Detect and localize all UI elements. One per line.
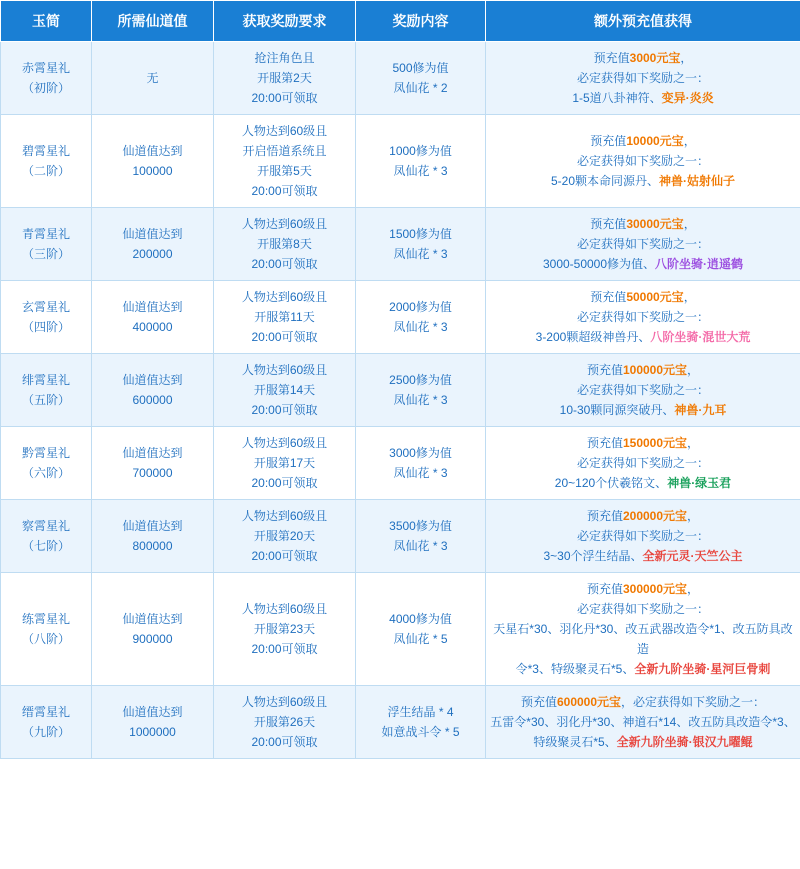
cell-required-value bbox=[92, 281, 214, 354]
requirement-line: 20:00可领取 bbox=[251, 476, 318, 490]
reward-line: 1500修为值 bbox=[389, 227, 452, 241]
cell-reward-content bbox=[356, 42, 486, 115]
cell-extra-recharge bbox=[486, 354, 800, 427]
table-header-row bbox=[1, 1, 800, 42]
required-value-line: 仙道值达到 bbox=[122, 519, 183, 533]
recharge-subtitle: 必定获得如下奖励之一： bbox=[576, 237, 709, 251]
requirement-line: 开启悟道系统且 bbox=[242, 144, 327, 158]
column-header-requirements: 获取奖励要求 bbox=[214, 1, 356, 42]
cell-extra-recharge bbox=[486, 427, 800, 500]
cell-requirements bbox=[214, 500, 356, 573]
recharge-prefix: 预充值 bbox=[590, 290, 627, 304]
recharge-amount: 200000元宝 bbox=[622, 509, 688, 523]
table-row bbox=[1, 500, 800, 573]
cell-requirements bbox=[214, 354, 356, 427]
jade-name-tier: （九阶） bbox=[21, 725, 70, 739]
column-header-extra-recharge: 额外预充值获得 bbox=[486, 1, 800, 42]
requirement-line: 开服第20天 bbox=[253, 529, 316, 543]
requirement-line: 人物达到60级且 bbox=[241, 290, 328, 304]
cell-extra-recharge bbox=[486, 281, 800, 354]
recharge-prefix: 预充值 bbox=[586, 582, 623, 596]
recharge-detail-line bbox=[490, 619, 796, 659]
requirement-line: 人物达到60级且 bbox=[241, 217, 328, 231]
recharge-headline bbox=[490, 433, 796, 453]
recharge-headline bbox=[490, 692, 796, 712]
column-header-required-value: 所需仙道值 bbox=[92, 1, 214, 42]
recharge-subtitle: 必定获得如下奖励之一： bbox=[576, 529, 709, 543]
requirement-line: 开服第23天 bbox=[253, 622, 316, 636]
table-row bbox=[1, 573, 800, 686]
jade-name-main: 赤霄星礼 bbox=[21, 61, 70, 75]
cell-requirements bbox=[214, 281, 356, 354]
recharge-headline bbox=[490, 214, 796, 234]
recharge-suffix: ， bbox=[687, 436, 700, 450]
requirement-line: 开服第17天 bbox=[253, 456, 316, 470]
requirement-line: 20:00可领取 bbox=[251, 184, 318, 198]
jade-name-tier: （八阶） bbox=[21, 632, 70, 646]
recharge-detail-highlight: 全新九阶坐骑·星河巨骨刺 bbox=[634, 662, 771, 676]
recharge-detail-plain: 10-30颗同源突破丹、 bbox=[559, 403, 675, 417]
required-value-line: 100000 bbox=[132, 164, 173, 178]
requirement-line: 开服第2天 bbox=[257, 71, 312, 85]
recharge-headline bbox=[490, 360, 796, 380]
recharge-amount: 50000元宝 bbox=[626, 290, 684, 304]
table-row bbox=[1, 354, 800, 427]
cell-jade-name bbox=[1, 354, 92, 427]
jade-name-tier: （六阶） bbox=[21, 466, 70, 480]
table-row bbox=[1, 686, 800, 759]
cell-requirements bbox=[214, 573, 356, 686]
required-value-line: 仙道值达到 bbox=[122, 705, 183, 719]
cell-reward-content bbox=[356, 500, 486, 573]
table-row bbox=[1, 281, 800, 354]
jade-name-tier: （初阶） bbox=[21, 81, 70, 95]
reward-line: 如意战斗令 * 5 bbox=[381, 725, 460, 739]
cell-required-value bbox=[92, 573, 214, 686]
reward-line: 凤仙花 * 3 bbox=[393, 164, 448, 178]
recharge-headline bbox=[490, 579, 796, 599]
recharge-detail-line bbox=[490, 732, 796, 752]
required-value-line: 无 bbox=[146, 71, 159, 85]
requirement-line: 人物达到60级且 bbox=[241, 436, 328, 450]
recharge-detail-line bbox=[490, 473, 796, 493]
column-header-reward-content: 奖励内容 bbox=[356, 1, 486, 42]
cell-jade-name bbox=[1, 281, 92, 354]
recharge-amount: 600000元宝 bbox=[556, 695, 622, 709]
requirement-line: 20:00可领取 bbox=[251, 257, 318, 271]
recharge-detail-plain: 3~30个浮生结晶、 bbox=[543, 549, 643, 563]
requirement-line: 开服第11天 bbox=[254, 310, 315, 324]
recharge-suffix: ， bbox=[687, 582, 700, 596]
cell-jade-name bbox=[1, 115, 92, 208]
recharge-detail-highlight: 全新九阶坐骑·银汉九曜鲲 bbox=[616, 735, 753, 749]
recharge-detail-line bbox=[490, 546, 796, 566]
recharge-suffix: ， bbox=[683, 134, 696, 148]
cell-extra-recharge bbox=[486, 686, 800, 759]
cell-extra-recharge bbox=[486, 115, 800, 208]
cell-reward-content bbox=[356, 115, 486, 208]
requirement-line: 20:00可领取 bbox=[251, 403, 318, 417]
recharge-detail-plain: 令*3、特级聚灵石*5、 bbox=[515, 662, 635, 676]
jade-name-main: 青霄星礼 bbox=[21, 227, 70, 241]
recharge-detail-plain: 1-5道八卦神符、 bbox=[572, 91, 662, 105]
recharge-detail-plain: 3-200颗超级神兽丹、 bbox=[535, 330, 651, 344]
cell-reward-content bbox=[356, 573, 486, 686]
jade-name-tier: （五阶） bbox=[21, 393, 70, 407]
jade-name-main: 碧霄星礼 bbox=[21, 144, 70, 158]
recharge-headline bbox=[490, 506, 796, 526]
required-value-line: 仙道值达到 bbox=[122, 373, 183, 387]
recharge-detail-line bbox=[490, 171, 796, 191]
recharge-subtitle: 必定获得如下奖励之一： bbox=[576, 154, 709, 168]
requirement-line: 开服第5天 bbox=[257, 164, 312, 178]
recharge-subtitle: 必定获得如下奖励之一： bbox=[576, 71, 709, 85]
cell-jade-name bbox=[1, 686, 92, 759]
required-value-line: 1000000 bbox=[129, 725, 176, 739]
cell-required-value bbox=[92, 208, 214, 281]
cell-extra-recharge bbox=[486, 208, 800, 281]
cell-jade-name bbox=[1, 208, 92, 281]
cell-reward-content bbox=[356, 208, 486, 281]
required-value-line: 仙道值达到 bbox=[122, 300, 183, 314]
jade-name-main: 缙霄星礼 bbox=[21, 705, 70, 719]
recharge-suffix: ， bbox=[683, 217, 696, 231]
recharge-suffix: ， bbox=[687, 509, 700, 523]
jade-name-main: 黔霄星礼 bbox=[21, 446, 70, 460]
recharge-suffix: ， bbox=[683, 290, 696, 304]
required-value-line: 400000 bbox=[132, 320, 173, 334]
reward-line: 浮生结晶 * 4 bbox=[387, 705, 454, 719]
required-value-line: 200000 bbox=[132, 247, 173, 261]
jade-name-main: 察霄星礼 bbox=[21, 519, 70, 533]
recharge-detail-highlight: 神兽·绿玉君 bbox=[667, 476, 732, 490]
required-value-line: 600000 bbox=[132, 393, 173, 407]
recharge-amount: 10000元宝 bbox=[626, 134, 684, 148]
cell-requirements bbox=[214, 115, 356, 208]
reward-line: 3000修为值 bbox=[389, 446, 452, 460]
requirement-line: 开服第14天 bbox=[253, 383, 316, 397]
requirement-line: 20:00可领取 bbox=[251, 642, 318, 656]
jade-name-tier: （四阶） bbox=[21, 320, 70, 334]
reward-line: 2000修为值 bbox=[389, 300, 452, 314]
cell-reward-content bbox=[356, 354, 486, 427]
recharge-headline bbox=[490, 287, 796, 307]
cell-requirements bbox=[214, 208, 356, 281]
recharge-prefix: 预充值 bbox=[586, 363, 623, 377]
recharge-amount: 150000元宝 bbox=[622, 436, 688, 450]
cell-jade-name bbox=[1, 42, 92, 115]
column-header-jade: 玉简 bbox=[1, 1, 92, 42]
recharge-amount: 30000元宝 bbox=[626, 217, 684, 231]
recharge-detail-plain: 5-20颗本命同源丹、 bbox=[550, 174, 660, 188]
recharge-detail-line bbox=[490, 712, 796, 732]
recharge-subtitle: 必定获得如下奖励之一： bbox=[576, 383, 709, 397]
requirement-line: 人物达到60级且 bbox=[241, 695, 328, 709]
cell-required-value bbox=[92, 427, 214, 500]
recharge-subtitle: 必定获得如下奖励之一： bbox=[576, 456, 709, 470]
reward-line: 凤仙花 * 3 bbox=[393, 539, 448, 553]
required-value-line: 800000 bbox=[132, 539, 173, 553]
recharge-suffix: ， bbox=[687, 363, 700, 377]
required-value-line: 仙道值达到 bbox=[122, 446, 183, 460]
jade-name-main: 玄霄星礼 bbox=[21, 300, 70, 314]
requirement-line: 人物达到60级且 bbox=[241, 363, 328, 377]
cell-required-value bbox=[92, 42, 214, 115]
recharge-detail-line bbox=[490, 659, 796, 679]
requirement-line: 20:00可领取 bbox=[251, 549, 318, 563]
cell-requirements bbox=[214, 427, 356, 500]
recharge-detail-plain: 五雷令*30、羽化丹*30、神道石*14、改五防具改造令*3、 bbox=[490, 715, 796, 729]
recharge-detail-line bbox=[490, 88, 796, 108]
recharge-suffix: ， bbox=[680, 51, 693, 65]
table-header bbox=[1, 1, 800, 42]
recharge-detail-highlight: 神兽·姑射仙子 bbox=[659, 174, 736, 188]
cell-jade-name bbox=[1, 427, 92, 500]
recharge-subtitle: 必定获得如下奖励之一： bbox=[576, 602, 709, 616]
table-body bbox=[1, 42, 800, 759]
recharge-prefix: 预充值 bbox=[590, 134, 627, 148]
cell-reward-content bbox=[356, 281, 486, 354]
table-row bbox=[1, 115, 800, 208]
recharge-prefix: 预充值 bbox=[586, 509, 623, 523]
cell-reward-content bbox=[356, 686, 486, 759]
recharge-detail-plain: 20~120个伏羲铭文、 bbox=[554, 476, 668, 490]
jade-name-tier: （七阶） bbox=[21, 539, 70, 553]
recharge-detail-plain: 特级聚灵石*5、 bbox=[533, 735, 617, 749]
cell-requirements bbox=[214, 686, 356, 759]
recharge-detail-highlight: 八阶坐骑·混世大荒 bbox=[650, 330, 751, 344]
jade-name-tier: （二阶） bbox=[21, 164, 70, 178]
cell-jade-name bbox=[1, 500, 92, 573]
requirement-line: 人物达到60级且 bbox=[241, 602, 328, 616]
table-row bbox=[1, 42, 800, 115]
recharge-detail-highlight: 变异·炎炎 bbox=[661, 91, 714, 105]
table-row bbox=[1, 208, 800, 281]
requirement-line: 20:00可领取 bbox=[251, 330, 318, 344]
cell-jade-name bbox=[1, 573, 92, 686]
jade-name-main: 练霄星礼 bbox=[21, 612, 70, 626]
reward-line: 2500修为值 bbox=[389, 373, 452, 387]
recharge-detail-plain: 天星石*30、羽化丹*30、改五武器改造令*1、改五防具改造 bbox=[493, 622, 793, 656]
cell-requirements bbox=[214, 42, 356, 115]
recharge-prefix: 预充值 bbox=[590, 217, 627, 231]
table-row bbox=[1, 427, 800, 500]
recharge-prefix: 预充值 bbox=[520, 695, 557, 709]
recharge-detail-plain: 3000-50000修为值、 bbox=[542, 257, 656, 271]
requirement-line: 抢注角色且 bbox=[254, 51, 315, 65]
recharge-headline bbox=[490, 131, 796, 151]
recharge-detail-highlight: 神兽·九耳 bbox=[674, 403, 727, 417]
cell-reward-content bbox=[356, 427, 486, 500]
required-value-line: 仙道值达到 bbox=[122, 612, 183, 626]
reward-line: 1000修为值 bbox=[389, 144, 452, 158]
requirement-line: 人物达到60级且 bbox=[241, 124, 328, 138]
cell-required-value bbox=[92, 500, 214, 573]
recharge-subtitle: 必定获得如下奖励之一： bbox=[576, 310, 709, 324]
reward-line: 4000修为值 bbox=[389, 612, 452, 626]
recharge-detail-line bbox=[490, 400, 796, 420]
recharge-detail-line bbox=[490, 327, 796, 347]
reward-line: 500修为值 bbox=[392, 61, 449, 75]
recharge-detail-line bbox=[490, 254, 796, 274]
cell-required-value bbox=[92, 115, 214, 208]
recharge-prefix: 预充值 bbox=[586, 436, 623, 450]
reward-line: 3500修为值 bbox=[389, 519, 452, 533]
reward-line: 凤仙花 * 3 bbox=[393, 320, 448, 334]
requirement-line: 20:00可领取 bbox=[251, 735, 318, 749]
cell-required-value bbox=[92, 354, 214, 427]
jade-name-tier: （三阶） bbox=[21, 247, 70, 261]
recharge-detail-highlight: 八阶坐骑·逍遥鹤 bbox=[655, 257, 744, 271]
recharge-prefix: 预充值 bbox=[593, 51, 630, 65]
reward-line: 凤仙花 * 3 bbox=[393, 247, 448, 261]
cell-extra-recharge bbox=[486, 573, 800, 686]
recharge-amount: 300000元宝 bbox=[622, 582, 688, 596]
reward-line: 凤仙花 * 2 bbox=[393, 81, 448, 95]
required-value-line: 900000 bbox=[132, 632, 173, 646]
recharge-detail-highlight: 全新元灵·天竺公主 bbox=[642, 549, 743, 563]
reward-line: 凤仙花 * 3 bbox=[393, 466, 448, 480]
requirement-line: 开服第8天 bbox=[257, 237, 312, 251]
recharge-amount: 100000元宝 bbox=[622, 363, 688, 377]
requirement-line: 人物达到60级且 bbox=[241, 509, 328, 523]
cell-extra-recharge bbox=[486, 42, 800, 115]
required-value-line: 仙道值达到 bbox=[122, 227, 183, 241]
requirement-line: 20:00可领取 bbox=[251, 91, 318, 105]
reward-line: 凤仙花 * 3 bbox=[393, 393, 448, 407]
cell-extra-recharge bbox=[486, 500, 800, 573]
requirement-line: 开服第26天 bbox=[253, 715, 316, 729]
reward-line: 凤仙花 * 5 bbox=[393, 632, 448, 646]
cell-required-value bbox=[92, 686, 214, 759]
required-value-line: 700000 bbox=[132, 466, 173, 480]
recharge-headline bbox=[490, 48, 796, 68]
jade-name-main: 绯霄星礼 bbox=[21, 373, 70, 387]
recharge-suffix: ，必定获得如下奖励之一： bbox=[621, 695, 766, 709]
recharge-amount: 3000元宝 bbox=[629, 51, 681, 65]
required-value-line: 仙道值达到 bbox=[122, 144, 183, 158]
